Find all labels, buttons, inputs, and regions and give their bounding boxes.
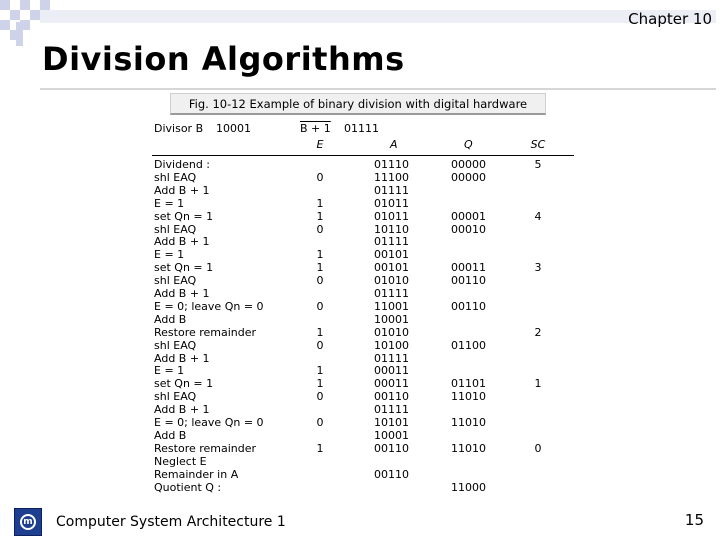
row-a-value: 01111 xyxy=(374,287,409,300)
footer-course-title: Computer System Architecture 1 xyxy=(56,514,286,530)
university-logo-icon: m xyxy=(14,508,42,536)
column-header-a: A xyxy=(390,138,398,151)
row-e-value: 1 xyxy=(316,377,324,391)
row-a-value: 01111 xyxy=(374,183,409,197)
row-e-value: 0 xyxy=(316,170,324,184)
row-a-value: 01010 xyxy=(374,274,409,288)
page-number: 15 xyxy=(684,511,704,529)
row-a-value: 01111 xyxy=(374,351,409,365)
row-label: Remainder in A xyxy=(154,467,239,481)
row-a-value: 01111 xyxy=(374,403,409,417)
row-a-value: 01011 xyxy=(374,209,409,223)
row-label: E = 1 xyxy=(154,248,185,262)
row-label: E = 0; leave Qn = 0 xyxy=(154,299,264,313)
complement-label: B + 1 xyxy=(300,122,331,135)
row-label: Add B + 1 xyxy=(154,287,210,300)
row-a-value: 10110 xyxy=(374,222,409,236)
header-accent xyxy=(16,22,23,46)
row-q-value: 11000 xyxy=(451,480,486,494)
row-e-value: 1 xyxy=(316,248,324,262)
row-label: Neglect E xyxy=(154,454,207,468)
division-example-table xyxy=(152,118,576,498)
row-q-value: 11010 xyxy=(451,390,486,404)
row-e-value: 1 xyxy=(316,364,324,378)
row-label: Quotient Q : xyxy=(154,480,222,494)
row-label: set Qn = 1 xyxy=(154,209,214,223)
table-header-rule xyxy=(152,155,574,156)
row-label: Add B xyxy=(154,428,187,442)
row-e-value: 1 xyxy=(316,196,324,210)
row-a-value: 11100 xyxy=(374,170,409,184)
row-sc-value: 2 xyxy=(534,325,542,339)
row-a-value: 00101 xyxy=(374,261,409,275)
row-label: E = 0; leave Qn = 0 xyxy=(154,416,264,429)
row-a-value: 00110 xyxy=(374,390,409,404)
row-sc-value: 1 xyxy=(534,377,542,391)
row-label: E = 1 xyxy=(154,196,185,210)
row-q-value: 00110 xyxy=(451,274,486,288)
row-q-value: 01101 xyxy=(451,377,486,391)
row-q-value: 11010 xyxy=(451,416,486,429)
row-a-value: 10001 xyxy=(374,312,409,326)
row-a-value: 01011 xyxy=(374,196,409,210)
row-sc-value: 4 xyxy=(534,209,542,223)
header-bar xyxy=(40,10,716,23)
row-q-value: 01100 xyxy=(451,338,486,352)
row-a-value: 10001 xyxy=(374,428,409,442)
row-e-value: 0 xyxy=(316,416,324,429)
row-label: Add B xyxy=(154,312,187,326)
column-header-e: E xyxy=(316,138,324,151)
row-e-value: 0 xyxy=(316,274,324,288)
figure-caption: Fig. 10-12 Example of binary division with digital hardware xyxy=(170,93,546,115)
divisor-label: Divisor B xyxy=(154,122,204,135)
row-q-value: 00011 xyxy=(451,261,486,275)
row-label: E = 1 xyxy=(154,364,185,378)
row-e-value: 1 xyxy=(316,441,324,455)
row-a-value: 00011 xyxy=(374,364,409,378)
row-e-value: 0 xyxy=(316,390,324,404)
slide-title: Division Algorithms xyxy=(42,40,405,78)
row-a-value: 11001 xyxy=(374,299,409,313)
row-a-value: 00011 xyxy=(374,377,409,391)
row-label: Add B + 1 xyxy=(154,403,210,417)
row-a-value: 00110 xyxy=(374,441,409,455)
row-a-value: 10100 xyxy=(374,338,409,352)
title-divider xyxy=(40,88,716,90)
row-a-value: 01111 xyxy=(374,235,409,249)
row-q-value: 00001 xyxy=(451,209,486,223)
row-a-value: 10101 xyxy=(374,416,409,429)
complement-value: 01111 xyxy=(344,122,379,135)
row-q-value: 00000 xyxy=(451,170,486,184)
row-label: Add B + 1 xyxy=(154,235,210,249)
divisor-value: 10001 xyxy=(216,122,251,135)
row-label: Restore remainder xyxy=(154,441,257,455)
column-header-sc: SC xyxy=(530,138,546,151)
row-label: shl EAQ xyxy=(154,274,197,288)
row-q-value: 00010 xyxy=(451,222,486,236)
row-e-value: 0 xyxy=(316,299,324,313)
row-e-value: 0 xyxy=(316,338,324,352)
row-sc-value: 5 xyxy=(534,158,542,171)
row-e-value: 1 xyxy=(316,261,324,275)
row-a-value: 01010 xyxy=(374,325,409,339)
row-sc-value: 0 xyxy=(534,441,542,455)
row-a-value: 00101 xyxy=(374,248,409,262)
row-label: shl EAQ xyxy=(154,390,197,404)
row-label: Restore remainder xyxy=(154,325,257,339)
chapter-label: Chapter 10 xyxy=(628,10,712,28)
row-e-value: 1 xyxy=(316,325,324,339)
row-label: Add B + 1 xyxy=(154,183,210,197)
row-label: Dividend : xyxy=(154,158,210,171)
row-label: shl EAQ xyxy=(154,170,197,184)
column-header-q: Q xyxy=(464,138,473,151)
row-label: set Qn = 1 xyxy=(154,377,214,391)
row-e-value: 0 xyxy=(316,222,324,236)
row-label: set Qn = 1 xyxy=(154,261,214,275)
row-label: shl EAQ xyxy=(154,338,197,352)
row-q-value: 00110 xyxy=(451,299,486,313)
row-e-value: 1 xyxy=(316,209,324,223)
row-q-value: 11010 xyxy=(451,441,486,455)
row-q-value: 00000 xyxy=(451,158,486,171)
row-label: shl EAQ xyxy=(154,222,197,236)
row-a-value: 01110 xyxy=(374,158,409,171)
row-a-value: 00110 xyxy=(374,467,409,481)
row-sc-value: 3 xyxy=(534,261,542,275)
row-label: Add B + 1 xyxy=(154,351,210,365)
